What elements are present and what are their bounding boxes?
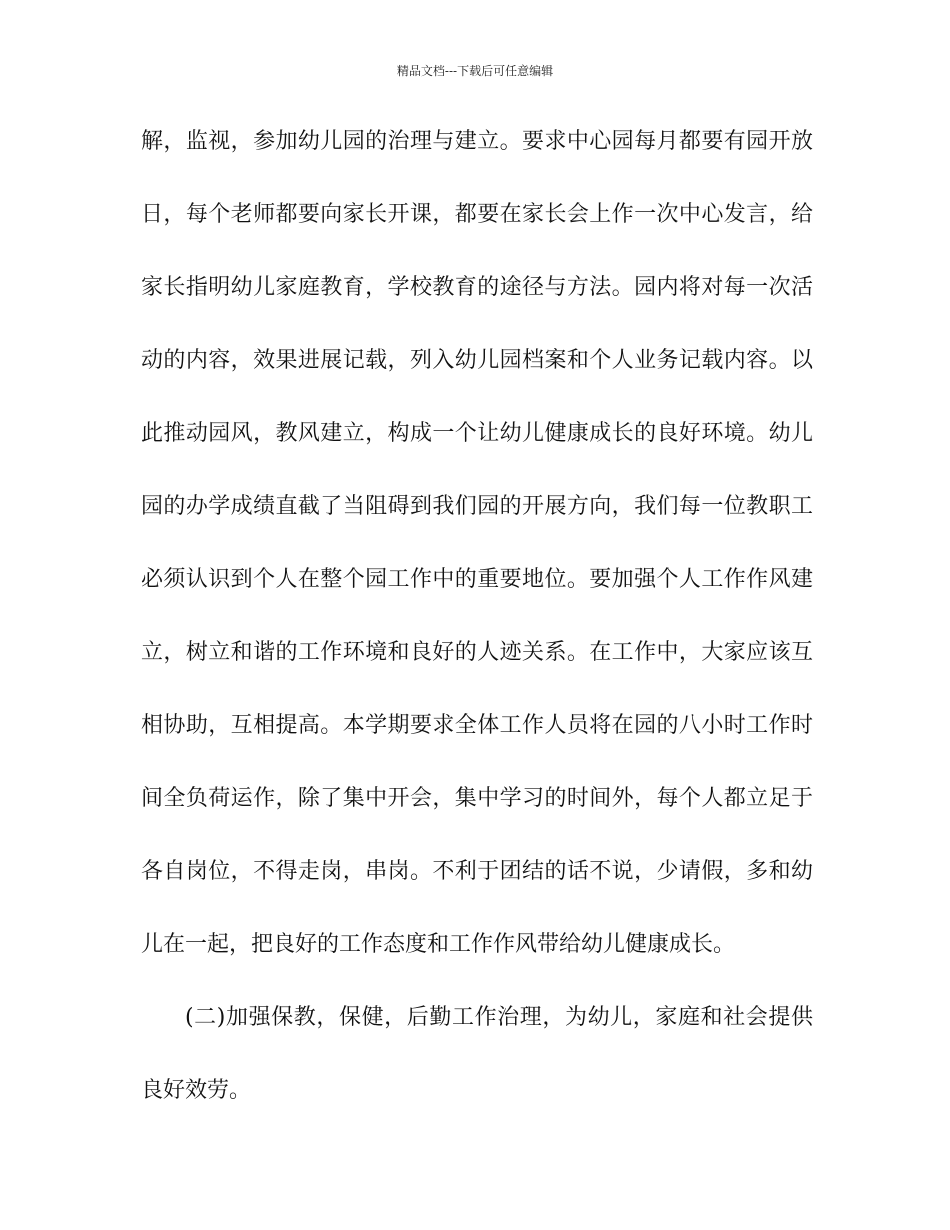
text-line: 动的内容，效果进展记载，列入幼儿园档案和个人业务记载内容。以 — [141, 348, 813, 373]
text-line: 日，每个老师都要向家长开课，都要在家长会上作一次中心发言，给 — [141, 202, 813, 227]
page-header: 精品文档---下载后可任意编辑 — [396, 64, 554, 78]
text-line: 相协助，互相提高。本学期要求全体工作人员将在园的八小时工作时 — [141, 713, 813, 738]
text-line: 必须认识到个人在整个园工作中的重要地位。要加强个人工作作风建 — [141, 567, 813, 592]
section-heading-line: (二)加强保教，保健，后勤工作治理，为幼儿，家庭和社会提供 — [185, 1005, 813, 1030]
text-line: 立，树立和谐的工作环境和良好的人迹关系。在工作中，大家应该互 — [141, 640, 813, 665]
text-line: 各自岗位，不得走岗，串岗。不利于团结的话不说，少请假，多和幼 — [141, 859, 813, 884]
text-line: 间全负荷运作，除了集中开会，集中学习的时间外，每个人都立足于 — [141, 786, 813, 811]
text-line: 良好效劳。 — [141, 1078, 252, 1103]
text-line: 此推动园风，教风建立，构成一个让幼儿健康成长的良好环境。幼儿 — [141, 421, 813, 446]
body-text — [141, 120, 813, 1142]
text-line: 园的办学成绩直截了当阻碍到我们园的开展方向，我们每一位教职工 — [141, 494, 813, 519]
text-line: 解，监视，参加幼儿园的治理与建立。要求中心园每月都要有园开放 — [141, 129, 813, 154]
text-line: 儿在一起，把良好的工作态度和工作作风带给幼儿健康成长。 — [141, 932, 736, 957]
text-line: 家长指明幼儿家庭教育，学校教育的途径与方法。园内将对每一次活 — [141, 275, 813, 300]
